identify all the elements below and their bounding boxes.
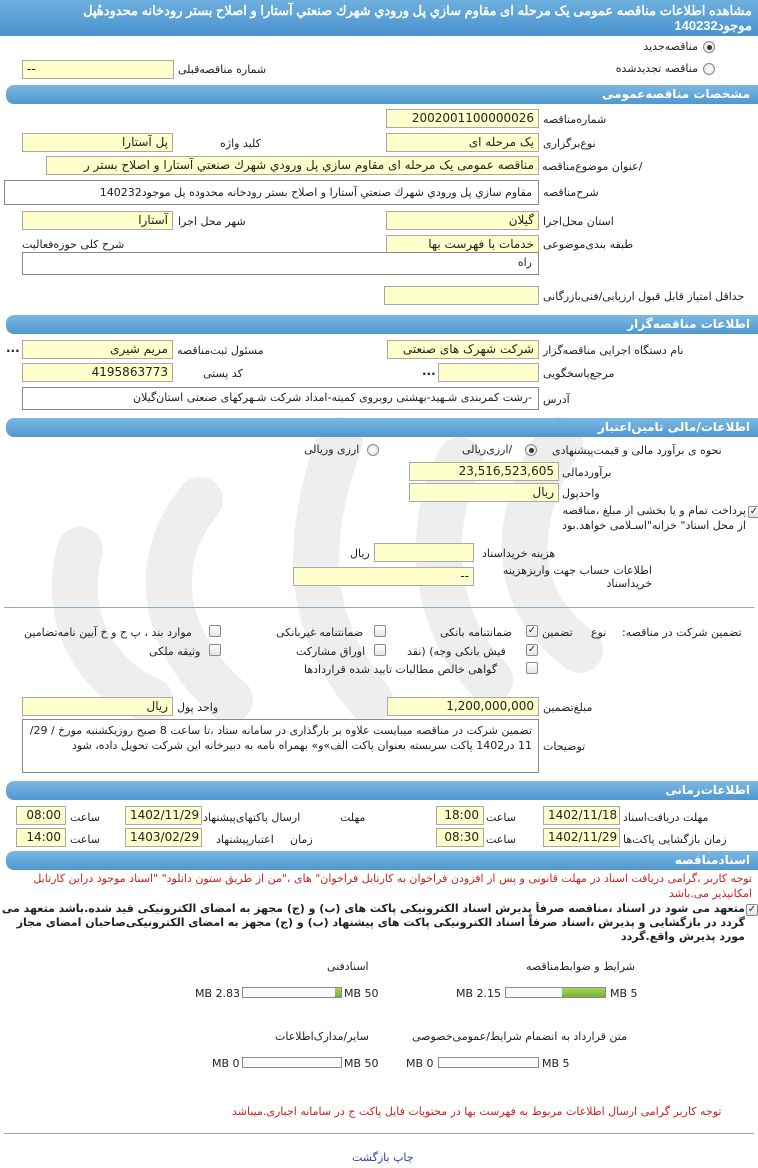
reference-label: مرجع‌پاسخگویی: [543, 367, 615, 380]
opening-label: زمان بازگشایی پاکت‌ها: [623, 833, 727, 846]
rial-label: /ارزی‌ریالی: [462, 443, 513, 456]
officer-field: مریم شیری: [22, 340, 173, 359]
participation-label: اوراق مشارکت: [296, 645, 366, 658]
city-label: شهر محل اجرا: [178, 215, 246, 228]
guarantee-word-label: تضمین: [542, 626, 573, 639]
estimate-label: برآوردمالی: [562, 466, 612, 479]
property-checkbox[interactable]: [209, 644, 221, 656]
validity-offer-label: اعتبارپیشنهاد: [216, 833, 274, 846]
validity-time-label: ساعت: [70, 833, 100, 846]
file-contract-max: 5 MB: [542, 1057, 570, 1070]
province-field: گیلان: [386, 211, 539, 230]
currency-unit-field: ریال: [409, 483, 559, 502]
keyword-field: پل آستارا: [22, 133, 173, 152]
rial-radio[interactable]: [525, 444, 537, 456]
file-terms-size: 2.15 MB: [456, 987, 502, 1000]
doc-cost-unit: ریال: [350, 547, 370, 560]
guarantee-amount-field: 1,200,000,000: [387, 697, 539, 716]
holding-type-label: نوع‌برگزاری: [543, 137, 596, 150]
claims-label: گواهی خالص مطالبات تایید شده قراردادها: [304, 663, 498, 676]
scope-label: شرح کلی حوزه‌فعالیت: [22, 238, 125, 251]
keyword-label: کلید واژه: [220, 137, 261, 150]
account-value: --: [460, 569, 469, 583]
city-field: آستارا: [22, 211, 173, 230]
opening-time: 08:30: [436, 828, 484, 847]
validity-label: زمان: [290, 833, 313, 846]
subject-field: مناقصه عمومی یک مرحله ای مقاوم سازي پل ورودي شهرك صنعتي آستارا و اصلاح بستر ر: [46, 156, 539, 175]
nonbank-guarantee-label: ضمانتنامه غیربانکی: [276, 626, 364, 639]
description-label: شرح‌مناقصه: [543, 186, 599, 199]
estimate-field: 23,516,523,605: [409, 462, 559, 481]
currency-rial-radio[interactable]: [367, 444, 379, 456]
reference-field: [438, 363, 539, 382]
submit-date: 1402/11/29: [125, 806, 202, 825]
holding-type-field: یک مرحله ای: [386, 133, 539, 152]
doc-cost-field: [374, 543, 474, 562]
submit-deadline-label: مهلت: [340, 811, 366, 824]
footer-divider: [4, 1133, 754, 1134]
new-tender-radio[interactable]: [703, 41, 715, 53]
prev-number-label: شماره مناقصه‌قبلی: [178, 63, 267, 76]
org-label: نام دستگاه اجرایی مناقصه‌گزار: [543, 344, 684, 357]
prev-number-field: --: [22, 60, 174, 79]
guarantee-unit-field: ریال: [22, 697, 173, 716]
guarantee-unit-label: واحد پول: [177, 701, 219, 714]
scope-box: راه: [22, 252, 539, 275]
participation-checkbox[interactable]: [374, 644, 386, 656]
notes-box: تضمین شرکت در مناقصه میبایست علاوه بر بارگذاری در سامانه ستاد ،تا ساعت 8 صبح روزیکشنبه مورخ / 29/ 11 در1402 پاکت سربسته بعنوان پاکت الف»و» بهمراه نامه به دبیرخانه این شرکت تحویل داده، شود: [22, 719, 539, 773]
subject-label: /عنوان موضوع‌مناقصه: [542, 160, 643, 173]
file-other-size: 0 MB: [212, 1057, 240, 1070]
treasury-text: پرداخت تمام و یا بخشی از مبلغ ،مناقصه از محل اسناد" خزانه"اسـلامی خواهد.بود: [562, 504, 746, 532]
cases-label: موارد بند ، پ ح و خ آیین نامه‌تضامین: [24, 626, 192, 639]
currency-unit-label: واحدپول: [562, 487, 600, 500]
account-field: [293, 567, 474, 586]
file-terms-max: 5 MB: [610, 987, 638, 1000]
reference-more-link[interactable]: ...: [422, 364, 436, 378]
file-technical-label: اسنادفنی: [327, 960, 369, 973]
section-general: مشخصات مناقصه‌عمومی: [6, 85, 758, 104]
category-field: خدمات با فهرست بها: [386, 235, 539, 254]
section-documents: اسنادمناقصه: [6, 851, 758, 870]
treasury-checkbox[interactable]: ✓: [749, 506, 758, 517]
price-list-note: توجه کاربر گرامی ارسال اطلاعات مربوط به فهرست بها در محتویات فایل پاکت ج در سامانه اجباری.میباشد: [232, 1105, 722, 1118]
min-score-field: [384, 286, 539, 305]
section-finance: اطلاعات/مالی تامین‌اعتبار: [6, 418, 758, 437]
doc-cost-label: هزینه خریداسناد: [482, 547, 556, 560]
file-terms-progress: [505, 987, 606, 998]
submit-time: 08:00: [16, 806, 66, 825]
description-box: مقاوم سازي پل ورودي شهرك صنعتي آستارا و اصلاح بستر رودخانه محدوده پل موجود140232: [4, 180, 539, 205]
category-label: طبقه بندی‌موضوعی: [543, 238, 634, 251]
validity-time: 14:00: [16, 828, 66, 847]
postal-field: 4195863773: [22, 363, 173, 382]
org-field: شرکت شهرک های صنعتی: [387, 340, 539, 359]
property-label: وثیقه ملکی: [149, 645, 201, 658]
file-other-label: سایر/مدارک‌اطلاعات: [275, 1030, 369, 1043]
new-tender-label: مناقصه‌جدید: [643, 40, 698, 53]
opening-date: 1402/11/29: [543, 828, 620, 847]
estimate-method-label: نحوه ی برآورد مالی و قیمت‌پیشنهادی: [552, 444, 722, 457]
electronic-docs-checkbox[interactable]: ✓: [747, 904, 757, 915]
file-contract-label: متن قرارداد به انضمام شرایط/عمومی‌خصوصی: [412, 1030, 628, 1043]
currency-rial-label: ارزی وریالی: [304, 443, 360, 456]
section-organizer: اطلاعات مناقصه‌گزار: [6, 315, 758, 334]
bank-guarantee-checkbox[interactable]: ✓: [527, 625, 537, 636]
page-title: مشاهده اطلاعات مناقصه عمومی یک مرحله ای مقاوم سازي پل ورودي شهرك صنعتي آستارا و اصلاح بستر رودخانه محدودهٔپل موجود140232: [0, 0, 758, 36]
file-terms-label: شرایط و ضوابط‌مناقصه: [526, 960, 635, 973]
bank-guarantee-label: ضمانتنامه بانکی: [440, 626, 513, 639]
tender-number-field: 2002001100000026: [386, 109, 539, 128]
doc-deadline-time-label: ساعت: [486, 811, 516, 824]
file-technical-size: 2.83 MB: [195, 987, 241, 1000]
opening-time-label: ساعت: [486, 833, 516, 846]
more-officer-link[interactable]: ...: [6, 341, 20, 355]
nonbank-guarantee-checkbox[interactable]: [374, 625, 386, 637]
bank-receipt-checkbox[interactable]: ✓: [527, 644, 537, 655]
file-other-max: 50 MB: [344, 1057, 379, 1070]
tender-number-label: شماره‌مناقصه: [543, 113, 607, 126]
renewed-tender-radio[interactable]: [703, 63, 715, 75]
claims-checkbox[interactable]: [526, 662, 538, 674]
notes-label: توضیحات: [543, 740, 586, 753]
doc-deadline-date: 1402/11/18: [543, 806, 620, 825]
address-box: -رشت کمربندی شـهید-بهشتی روبروی کمیته-امداد شرکت شـهرکهای صنعتی استان‌گیلان: [22, 387, 539, 410]
guarantee-amount-label: مبلغ‌تضمین: [543, 701, 593, 714]
postal-label: کد پستی: [203, 367, 243, 380]
doc-deadline-time: 18:00: [436, 806, 484, 825]
guarantee-type-label: نوع: [591, 626, 607, 639]
renewed-tender-label: مناقصه تجدیدشده: [615, 62, 698, 75]
address-label: آدرس: [543, 393, 570, 406]
officer-label: مسئول ثبت‌مناقصه: [177, 344, 264, 357]
submit-packets-label: ارسال پاکتهای‌پیشنهاد: [203, 811, 301, 824]
account-label: اطلاعات حساب جهت واریزهزینه خریداسناد: [502, 564, 652, 590]
file-technical-max: 50 MB: [344, 987, 379, 1000]
divider: [4, 607, 754, 608]
cases-checkbox[interactable]: [209, 625, 221, 637]
file-other-progress: [242, 1057, 342, 1068]
electronic-docs-note: متعهد می شود در اسناد ،مناقصه صرفاً پذیرش اسناد الکترونیکی پاکت های (ب) و (ج) مجهز به امضای الکترونیکی قید شده.باشد متعهد می گردد در بازگشایی و پذیرش ،اسناد صرفاً اسناد الکترونیکی پاکت های پیشنهاد (ب) و (ج) مجهز به امضای الکترونیکی‌صاحبان امضای مجاز مورد پذیرش واقع.گردد: [1, 902, 745, 943]
file-contract-progress: [438, 1057, 539, 1068]
file-contract-size: 0 MB: [406, 1057, 434, 1070]
province-label: استان محل‌اجرا: [543, 215, 614, 228]
doc-deadline-label: مهلت دریافت‌اسناد: [623, 811, 709, 824]
submit-time-label: ساعت: [70, 811, 100, 824]
min-score-label: حداقل امتیاز قابل قبول ارزیابی/فنی‌بازرگانی: [543, 290, 745, 303]
bank-receipt-label: فیش بانکی وجه) (نقد: [407, 645, 506, 658]
section-timing: اطلاعات‌زمانی: [6, 781, 758, 800]
print-back-link[interactable]: چاپ بازگشت: [352, 1151, 414, 1164]
guarantee-label: تضمین شرکت در مناقصه:: [622, 626, 742, 639]
file-technical-progress: [242, 987, 342, 998]
validity-date: 1403/02/29: [125, 828, 202, 847]
documents-note: توجه کاربر ،گرامی دریافت اسناد در مهلت قانونی و پس از افزودن فراخوان به کارتابل فراخوان" های ،"من از طریق ستون دانلود" "اسناد موجود دراین کارتابل امکانپذیر می.باشد: [33, 872, 752, 900]
